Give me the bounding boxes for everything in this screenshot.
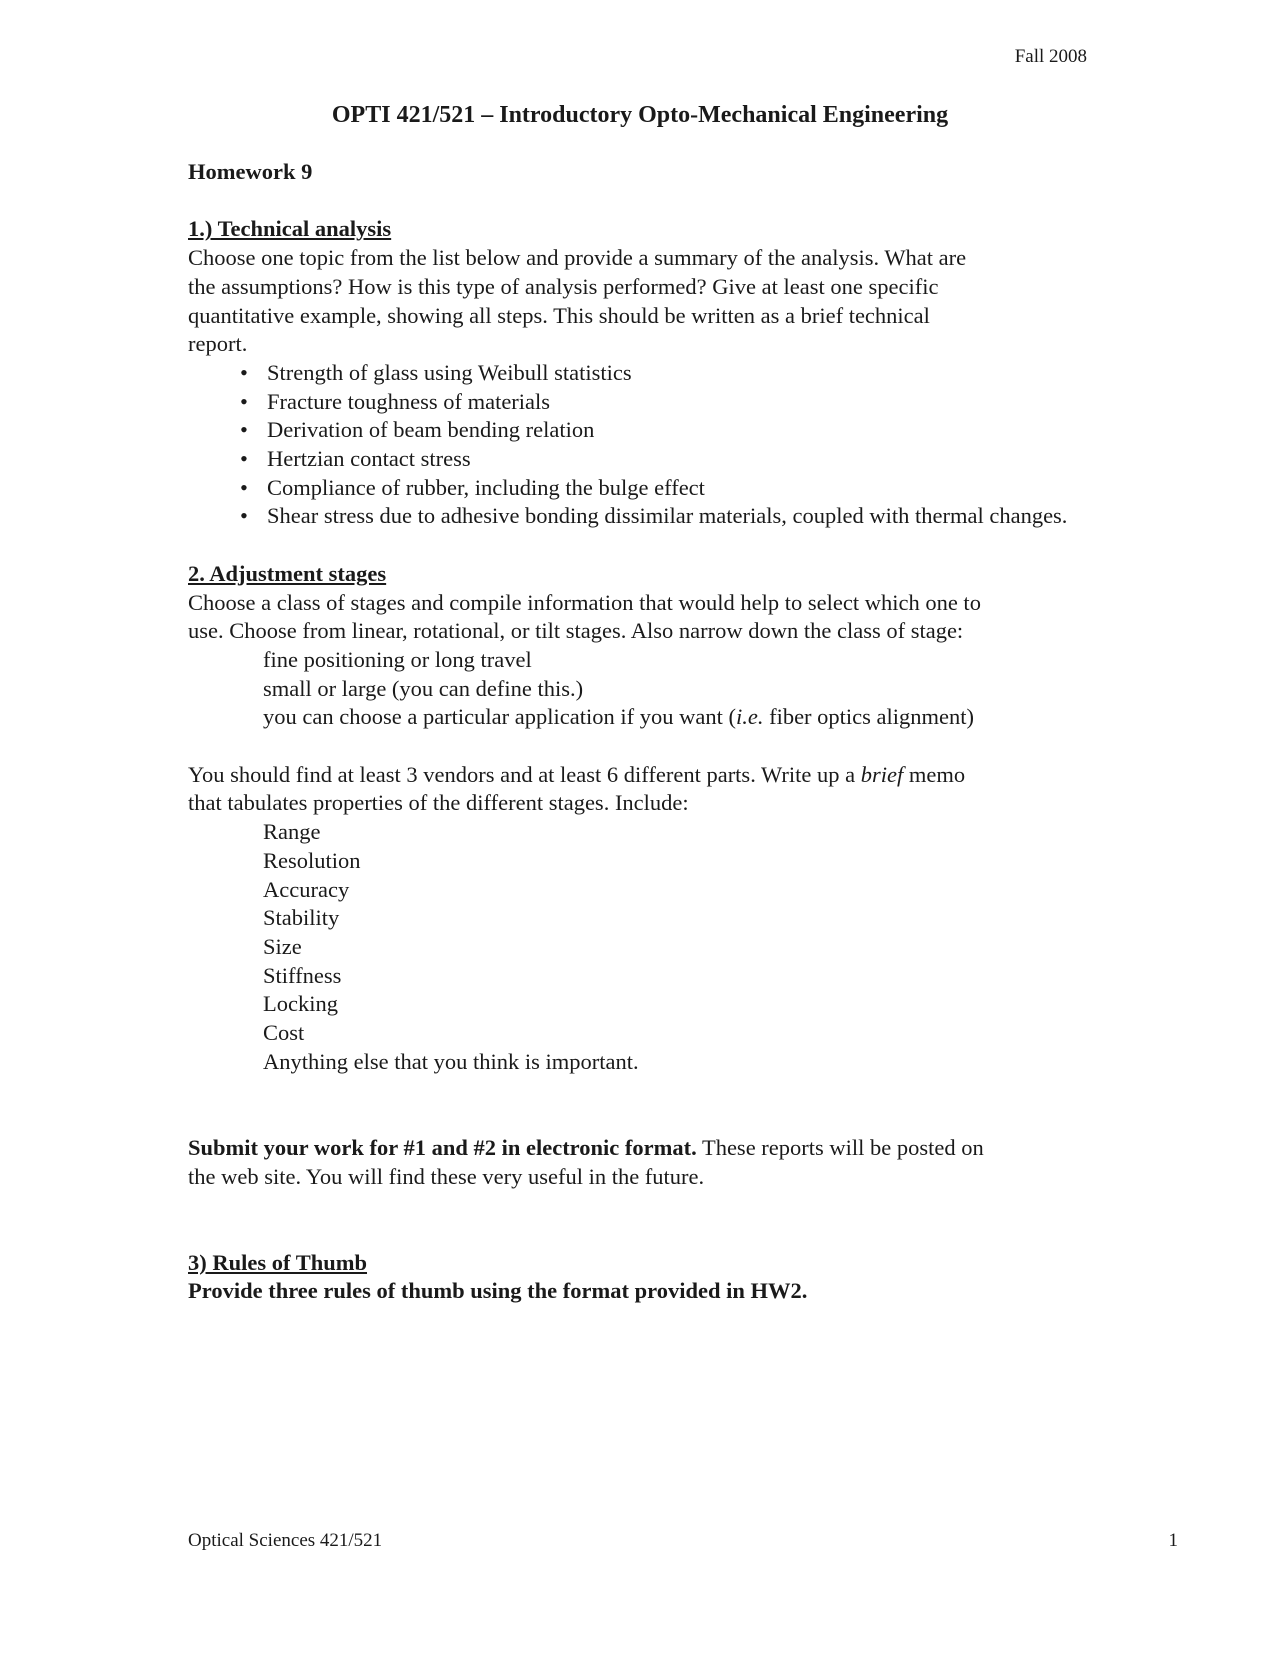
property-item: Stiffness [263, 962, 342, 988]
memo-text: You should find at least 3 vendors and at least 6 different parts. Write up a [188, 761, 861, 787]
property-item: Anything else that you think is important. [263, 1048, 639, 1074]
topic-text: Fracture toughness of materials [267, 388, 551, 414]
list-item [188, 502, 1088, 531]
section1-intro-line: quantitative example, showing all steps. This should be written as a brief technical [188, 302, 930, 328]
topic-text: Derivation of beam bending relation [267, 417, 595, 443]
memo-italic: brief [860, 761, 904, 787]
section3-text: Provide three rules of thumb using the format provided in HW2. [188, 1278, 808, 1304]
section1-intro-line: Choose one topic from the list below and provide a summary of the analysis. What are [188, 245, 967, 271]
term-label: Fall 2008 [1014, 46, 1087, 67]
property-item: Size [263, 933, 302, 959]
section2-heading: 2. Adjustment stages [188, 560, 387, 586]
bullet-icon: • [240, 359, 248, 385]
property-item: Resolution [263, 847, 361, 873]
list-item [188, 359, 1088, 388]
property-item: Stability [263, 905, 340, 931]
property-item: Range [263, 819, 321, 845]
submit-note [188, 1134, 1088, 1163]
property-item: Locking [263, 991, 338, 1017]
property-item: Cost [263, 1020, 305, 1046]
option-text: fiber optics alignment) [763, 704, 975, 730]
list-item [188, 445, 1088, 474]
topic-list [188, 359, 1088, 531]
section1-intro-line: the assumptions? How is this type of analysis performed? Give at least one specific [188, 273, 939, 299]
section2-intro-line: Choose a class of stages and compile information that would help to select which one to [188, 589, 981, 615]
section3-heading: 3) Rules of Thumb [188, 1249, 368, 1275]
topic-text: Shear stress due to adhesive bonding dissimilar materials, coupled with thermal changes. [267, 503, 1068, 529]
document-body [188, 158, 1088, 1306]
topic-text: Compliance of rubber, including the bulge effect [267, 474, 705, 500]
option-text: you can choose a particular application if you want ( [263, 704, 736, 730]
section1-intro-line: report. [188, 331, 248, 357]
bullet-icon: • [240, 446, 248, 472]
memo-line: that tabulates properties of the different stages. Include: [188, 790, 689, 816]
section2-intro-line: use. Choose from linear, rotational, or tilt stages. Also narrow down the class of stage: [188, 618, 964, 644]
stage-option: fine positioning or long travel [263, 646, 532, 672]
document-title: OPTI 421/521 – Introductory Opto-Mechanical Engineering [331, 102, 949, 128]
bullet-icon: • [240, 417, 248, 443]
page-number: 1 [1168, 1530, 1178, 1551]
bullet-icon: • [240, 503, 248, 529]
topic-text: Hertzian contact stress [267, 446, 471, 472]
list-item [188, 388, 1088, 417]
stage-option: small or large (you can define this.) [263, 675, 584, 701]
submit-text: These reports will be posted on [696, 1134, 984, 1160]
topic-text: Strength of glass using Weibull statistics [267, 359, 632, 385]
submit-bold: Submit your work for #1 and #2 in electronic format. [188, 1134, 697, 1160]
submit-note-line2: the web site. You will find these very useful in the future. [188, 1163, 705, 1189]
property-item: Accuracy [263, 876, 350, 902]
stage-option [188, 703, 1088, 732]
list-item [188, 474, 1088, 503]
memo-text: memo [903, 761, 966, 787]
bullet-icon: • [240, 474, 248, 500]
list-item [188, 416, 1088, 445]
bullet-icon: • [240, 388, 248, 414]
homework-label: Homework 9 [188, 159, 313, 184]
option-italic: i.e. [735, 704, 764, 730]
section1-heading: 1.) Technical analysis [188, 216, 392, 242]
footer-course: Optical Sciences 421/521 [188, 1530, 383, 1551]
memo-line [188, 761, 1088, 790]
